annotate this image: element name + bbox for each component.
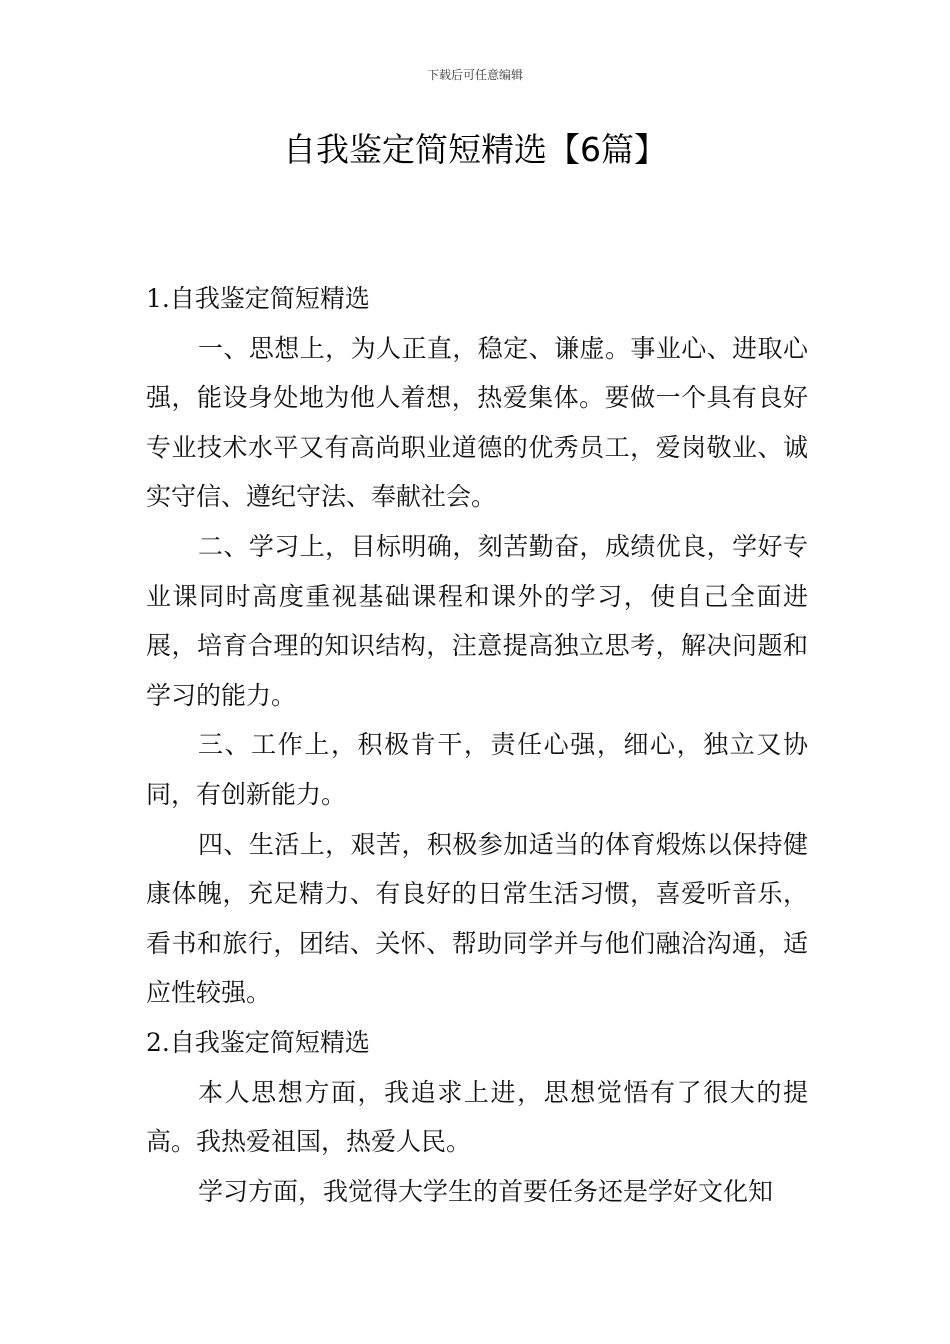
paragraph: 学习方面，我觉得大学生的首要任务还是学好文化知	[198, 1176, 774, 1206]
section-heading-1: 1.自我鉴定简短精选	[146, 284, 370, 313]
header-note: 下载后可任意编辑	[426, 68, 523, 82]
section-heading-2: 2.自我鉴定简短精选	[146, 1027, 370, 1057]
document-body	[146, 274, 808, 1216]
paragraph: 三、工作上，积极肯干，责任心强，细心，独立又协同，有创新能力。	[146, 730, 808, 809]
document-title: 自我鉴定简短精选【6篇】	[283, 130, 667, 169]
paragraph: 二、学习上，目标明确，刻苦勤奋，成绩优良，学好专业课同时高度重视基础课程和课外的学习，使自己全面进展，培育合理的知识结构，注意提高独立思考，解决问题和学习的能力。	[146, 531, 808, 710]
paragraph: 四、生活上，艰苦，积极参加适当的体育煅炼以保持健康体魄，充足精力、有良好的日常生活习惯，喜爱听音乐，看书和旅行，团结、关怀、帮助同学并与他们融洽沟通，适应性较强。	[146, 829, 808, 1008]
paragraph: 一、思想上，为人正直，稳定、谦虚。事业心、进取心强，能设身处地为他人着想，热爱集体。要做一个具有良好专业技术水平又有高尚职业道德的优秀员工，爱岗敬业、诚实守信、遵纪守法、奉献社会。	[146, 333, 808, 512]
paragraph: 本人思想方面，我追求上进，思想觉悟有了很大的提高。我热爱祖国，热爱人民。	[146, 1077, 808, 1157]
